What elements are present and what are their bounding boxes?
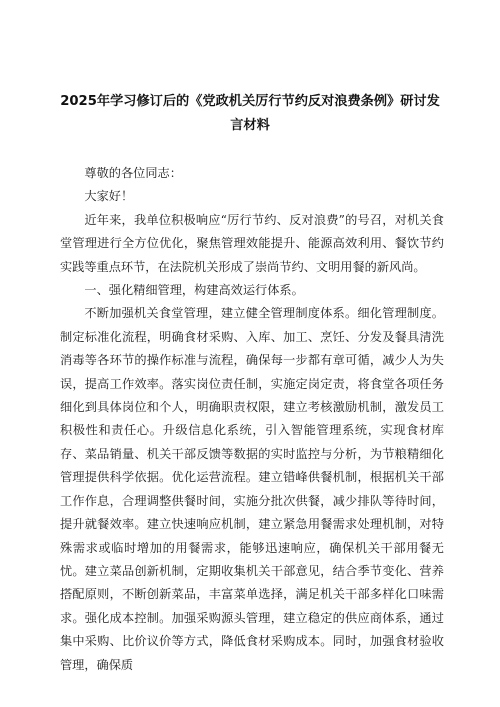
document-body: [60, 162, 444, 677]
salutation: 尊敬的各位同志：: [84, 166, 182, 180]
greeting: 大家好！: [84, 189, 134, 204]
document-title: 2025年学习修订后的《党政机关厉行节约反对浪费条例》研讨发言材料: [60, 94, 440, 133]
section-heading-1: 一、强化精细管理，构建高效运行体系。: [84, 283, 304, 298]
paragraph-intro: 近年来，我单位积极响应“厉行节约、反对浪费”的号召，对机关食堂管理进行全方位优化，聚焦管理效能提升、能源高效利用、餐饮节约实践等重点环节，在法院机关形成了崇尚节约、文明用餐的新风尚。: [60, 212, 444, 274]
paragraph-management: 不断加强机关食堂管理，建立健全管理制度体系。细化管理制度。制定标准化流程，明确食材采购、入库、加工、烹饪、分发及餐具清洗消毒等各环节的操作标准与流程，确保每一步都有章可循，减少人为失误，提高工作效率。落实岗位责任制，实施定岗定责，将食堂各项任务细化到具体岗位和个人，明确职责权限，建立考核激励机制，激发员工积极性和责任心。升级信息化系统，引入智能管理系统，实现食材库存、菜品销量、机关干部反馈等数据的实时监控与分析，为节粮精细化管理提供科学依据。优化运营流程。建立错峰供餐机制，根据机关干部工作作息，合理调整供餐时间，实施分批次供餐，减少排队等待时间，提升就餐效率。建立快速响应机制，建立紧急用餐需求处理机制，对特殊需求或临时增加的用餐需求，能够迅速响应，确保机关干部用餐无忧。建立菜品创新机制，定期收集机关干部意见，结合季节变化、营养搭配原则，不断创新菜品，丰富菜单选择，满足机关干部多样化口味需求。强化成本控制。加强采购源头管理，建立稳定的供应商体系，通过集中采购、比价议价等方式，降低食材采购成本。同时，加强食材验收管理，确保质: [60, 306, 444, 672]
